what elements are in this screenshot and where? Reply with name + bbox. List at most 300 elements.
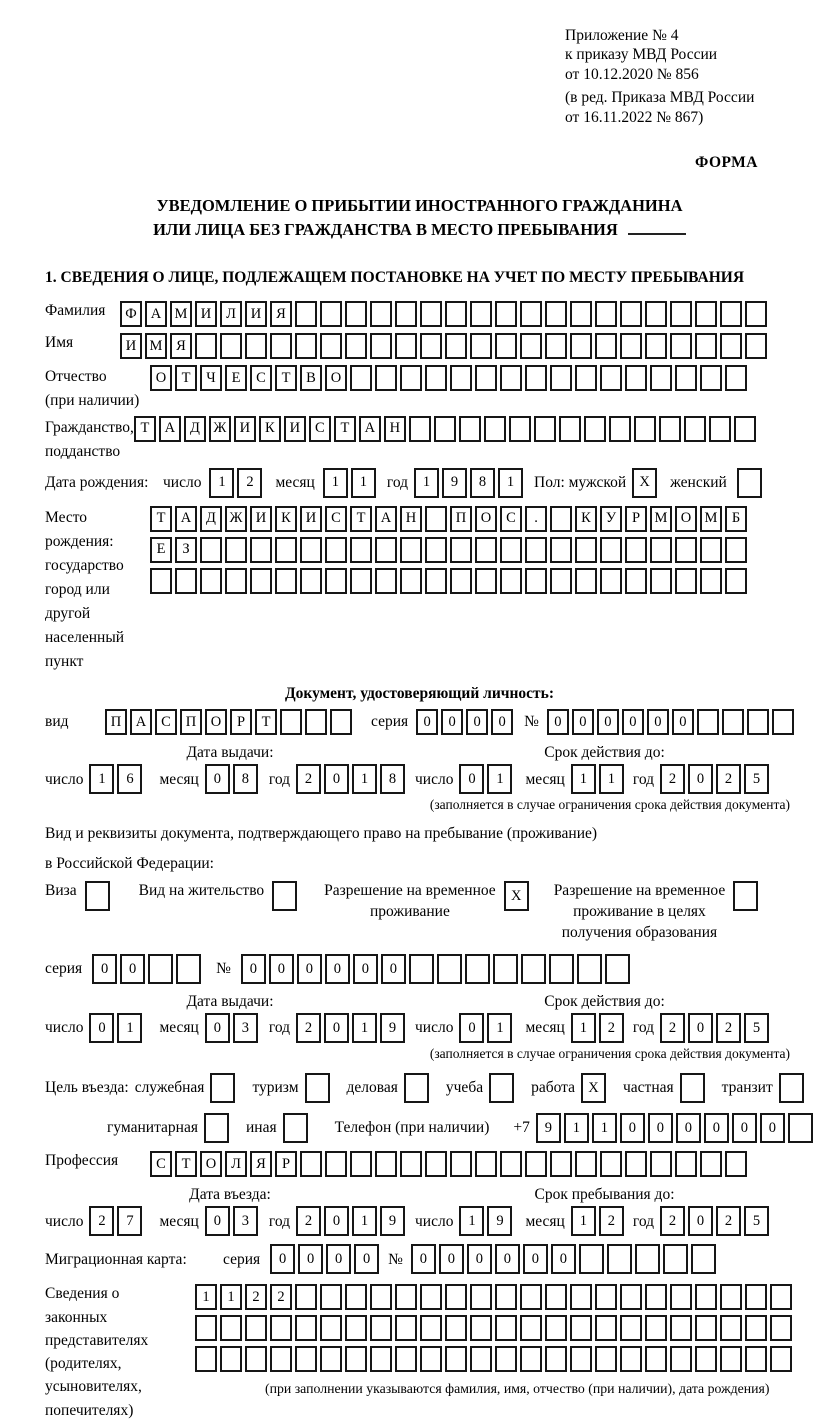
char-cell[interactable] [772,709,794,735]
citizenship-cells[interactable] [134,416,759,442]
char-cell[interactable] [700,365,722,391]
char-cell[interactable]: 1 [487,1013,512,1043]
char-cell[interactable]: . [525,506,547,532]
char-cell[interactable] [320,1315,342,1341]
char-cell[interactable] [745,301,767,327]
given-name-cells[interactable] [120,333,770,359]
char-cell[interactable]: 0 [354,1244,379,1274]
char-cell[interactable] [745,1346,767,1372]
char-cell[interactable]: 0 [495,1244,520,1274]
phone-cells[interactable] [536,1113,816,1143]
char-cell[interactable]: Н [384,416,406,442]
representatives-row-3[interactable] [195,1346,795,1372]
char-cell[interactable] [725,568,747,594]
char-cell[interactable]: О [675,506,697,532]
char-cell[interactable]: 0 [597,709,619,735]
char-cell[interactable] [595,1315,617,1341]
char-cell[interactable] [370,301,392,327]
char-cell[interactable] [148,954,173,984]
char-cell[interactable] [521,954,546,984]
char-cell[interactable]: О [150,365,172,391]
char-cell[interactable]: Л [220,301,242,327]
char-cell[interactable]: 0 [648,1113,673,1143]
char-cell[interactable]: 2 [245,1284,267,1310]
char-cell[interactable]: С [250,365,272,391]
char-cell[interactable]: У [600,506,622,532]
char-cell[interactable] [370,1284,392,1310]
char-cell[interactable]: 1 [571,764,596,794]
char-cell[interactable]: 9 [536,1113,561,1143]
char-cell[interactable] [600,365,622,391]
char-cell[interactable]: 0 [572,709,594,735]
char-cell[interactable] [684,416,706,442]
residence-number-cells[interactable] [241,954,633,984]
char-cell[interactable] [325,1151,347,1177]
char-cell[interactable]: 0 [269,954,294,984]
char-cell[interactable] [325,537,347,563]
char-cell[interactable]: 5 [744,1206,769,1236]
migration-series-cells[interactable] [270,1244,382,1274]
migration-number-cells[interactable] [411,1244,719,1274]
char-cell[interactable] [675,365,697,391]
char-cell[interactable] [470,1315,492,1341]
char-cell[interactable] [445,301,467,327]
char-cell[interactable]: 5 [744,1013,769,1043]
char-cell[interactable] [320,1284,342,1310]
char-cell[interactable] [295,1284,317,1310]
entry-year-cells[interactable] [296,1206,408,1236]
char-cell[interactable] [395,1315,417,1341]
char-cell[interactable]: 2 [716,764,741,794]
char-cell[interactable]: К [575,506,597,532]
char-cell[interactable]: И [284,416,306,442]
patronymic-cells[interactable] [150,365,750,391]
residence-permit-checkbox[interactable] [272,881,300,911]
char-cell[interactable] [420,1284,442,1310]
char-cell[interactable]: 0 [688,1206,713,1236]
char-cell[interactable] [709,416,731,442]
char-cell[interactable]: 1 [459,1206,484,1236]
birth-month-cells[interactable] [323,468,379,498]
purpose-official-checkbox[interactable] [210,1073,238,1103]
sex-female-checkbox[interactable] [737,468,765,498]
char-cell[interactable]: 0 [466,709,488,735]
residence-valid-day-cells[interactable] [459,1013,515,1043]
char-cell[interactable]: 8 [233,764,258,794]
char-cell[interactable] [720,1284,742,1310]
char-cell[interactable] [280,709,302,735]
char-cell[interactable] [625,1151,647,1177]
char-cell[interactable] [370,1346,392,1372]
char-cell[interactable] [607,1244,632,1274]
char-cell[interactable] [345,301,367,327]
char-cell[interactable] [659,416,681,442]
char-cell[interactable] [493,954,518,984]
residence-series-cells[interactable] [92,954,204,984]
doc-number-cells[interactable] [547,709,797,735]
char-cell[interactable] [400,1151,422,1177]
char-cell[interactable] [270,1315,292,1341]
char-cell[interactable]: Ж [209,416,231,442]
char-cell[interactable] [370,333,392,359]
char-cell[interactable]: 9 [380,1206,405,1236]
char-cell[interactable] [550,365,572,391]
char-cell[interactable] [150,568,172,594]
char-cell[interactable] [470,1284,492,1310]
char-cell[interactable]: 3 [233,1206,258,1236]
char-cell[interactable]: О [205,709,227,735]
residence-valid-month-cells[interactable] [571,1013,627,1043]
char-cell[interactable] [475,568,497,594]
char-cell[interactable]: 1 [414,468,439,498]
char-cell[interactable] [695,1315,717,1341]
char-cell[interactable]: О [475,506,497,532]
char-cell[interactable]: И [245,301,267,327]
char-cell[interactable]: А [375,506,397,532]
char-cell[interactable] [345,1315,367,1341]
char-cell[interactable]: 0 [297,954,322,984]
char-cell[interactable] [445,1284,467,1310]
char-cell[interactable] [747,709,769,735]
char-cell[interactable]: 0 [439,1244,464,1274]
char-cell[interactable] [500,537,522,563]
char-cell[interactable] [725,1151,747,1177]
char-cell[interactable] [675,1151,697,1177]
char-cell[interactable] [720,1315,742,1341]
char-cell[interactable] [725,537,747,563]
char-cell[interactable]: 0 [491,709,513,735]
char-cell[interactable]: 5 [744,764,769,794]
char-cell[interactable]: 0 [89,1013,114,1043]
char-cell[interactable]: 2 [660,1206,685,1236]
char-cell[interactable] [575,1151,597,1177]
char-cell[interactable] [345,1284,367,1310]
char-cell[interactable]: П [180,709,202,735]
char-cell[interactable] [395,1346,417,1372]
char-cell[interactable] [475,537,497,563]
char-cell[interactable]: А [130,709,152,735]
char-cell[interactable] [250,537,272,563]
char-cell[interactable] [420,301,442,327]
char-cell[interactable]: И [300,506,322,532]
char-cell[interactable]: 1 [117,1013,142,1043]
char-cell[interactable] [450,1151,472,1177]
char-cell[interactable]: Ф [120,301,142,327]
char-cell[interactable] [459,416,481,442]
char-cell[interactable]: О [325,365,347,391]
char-cell[interactable]: М [650,506,672,532]
char-cell[interactable] [575,365,597,391]
char-cell[interactable]: 1 [487,764,512,794]
char-cell[interactable]: А [175,506,197,532]
char-cell[interactable] [570,1346,592,1372]
char-cell[interactable]: 0 [324,764,349,794]
char-cell[interactable] [525,365,547,391]
char-cell[interactable]: 2 [599,1206,624,1236]
char-cell[interactable]: 0 [324,1013,349,1043]
char-cell[interactable] [245,1346,267,1372]
char-cell[interactable]: 1 [220,1284,242,1310]
char-cell[interactable] [409,954,434,984]
char-cell[interactable] [570,301,592,327]
char-cell[interactable] [445,333,467,359]
char-cell[interactable] [720,1346,742,1372]
char-cell[interactable] [395,301,417,327]
char-cell[interactable] [195,1346,217,1372]
char-cell[interactable] [570,1315,592,1341]
char-cell[interactable] [195,333,217,359]
char-cell[interactable]: Т [134,416,156,442]
char-cell[interactable] [484,416,506,442]
char-cell[interactable]: И [250,506,272,532]
char-cell[interactable] [734,416,756,442]
char-cell[interactable] [645,1284,667,1310]
char-cell[interactable]: К [259,416,281,442]
birth-year-cells[interactable] [414,468,526,498]
char-cell[interactable] [645,1315,667,1341]
char-cell[interactable] [375,1151,397,1177]
char-cell[interactable] [175,568,197,594]
char-cell[interactable] [320,1346,342,1372]
surname-cells[interactable] [120,301,770,327]
char-cell[interactable] [305,1073,330,1103]
char-cell[interactable]: А [159,416,181,442]
char-cell[interactable]: П [105,709,127,735]
char-cell[interactable] [695,301,717,327]
char-cell[interactable] [450,568,472,594]
char-cell[interactable]: Д [184,416,206,442]
char-cell[interactable]: Н [400,506,422,532]
char-cell[interactable] [520,1284,542,1310]
char-cell[interactable]: В [300,365,322,391]
char-cell[interactable] [525,1151,547,1177]
char-cell[interactable] [635,1244,660,1274]
char-cell[interactable]: Р [230,709,252,735]
char-cell[interactable]: 0 [704,1113,729,1143]
char-cell[interactable] [495,1284,517,1310]
char-cell[interactable] [700,568,722,594]
char-cell[interactable] [300,1151,322,1177]
char-cell[interactable] [700,1151,722,1177]
char-cell[interactable]: 1 [352,764,377,794]
char-cell[interactable]: 0 [688,1013,713,1043]
char-cell[interactable] [788,1113,813,1143]
char-cell[interactable] [475,365,497,391]
char-cell[interactable] [559,416,581,442]
char-cell[interactable] [350,1151,372,1177]
char-cell[interactable]: 1 [571,1013,596,1043]
char-cell[interactable]: 2 [237,468,262,498]
char-cell[interactable]: 0 [760,1113,785,1143]
char-cell[interactable] [425,537,447,563]
char-cell[interactable] [245,1315,267,1341]
char-cell[interactable] [545,333,567,359]
char-cell[interactable] [176,954,201,984]
char-cell[interactable] [275,568,297,594]
char-cell[interactable]: 1 [352,1206,377,1236]
char-cell[interactable] [270,333,292,359]
doc-valid-day-cells[interactable] [459,764,515,794]
representatives-row-1[interactable] [195,1284,795,1310]
char-cell[interactable] [600,1151,622,1177]
char-cell[interactable] [645,333,667,359]
char-cell[interactable] [620,1346,642,1372]
char-cell[interactable] [650,365,672,391]
char-cell[interactable] [495,1346,517,1372]
char-cell[interactable] [650,537,672,563]
char-cell[interactable] [733,881,758,911]
char-cell[interactable]: 0 [647,709,669,735]
char-cell[interactable]: Д [200,506,222,532]
char-cell[interactable] [695,1346,717,1372]
char-cell[interactable] [745,1284,767,1310]
char-cell[interactable]: 0 [732,1113,757,1143]
char-cell[interactable] [600,568,622,594]
birth-day-cells[interactable] [209,468,265,498]
char-cell[interactable] [680,1073,705,1103]
char-cell[interactable] [325,568,347,594]
char-cell[interactable]: 0 [325,954,350,984]
char-cell[interactable]: К [275,506,297,532]
char-cell[interactable] [520,1315,542,1341]
char-cell[interactable] [695,1284,717,1310]
title-blank-line[interactable] [628,219,686,235]
char-cell[interactable] [425,1151,447,1177]
char-cell[interactable] [550,506,572,532]
char-cell[interactable]: 0 [688,764,713,794]
char-cell[interactable]: 0 [620,1113,645,1143]
char-cell[interactable] [450,537,472,563]
char-cell[interactable] [584,416,606,442]
char-cell[interactable] [495,301,517,327]
char-cell[interactable]: 9 [380,1013,405,1043]
birth-place-row-2[interactable] [150,537,750,563]
char-cell[interactable] [595,333,617,359]
char-cell[interactable]: 0 [523,1244,548,1274]
char-cell[interactable] [545,301,567,327]
char-cell[interactable]: 0 [411,1244,436,1274]
char-cell[interactable] [550,1151,572,1177]
char-cell[interactable] [625,537,647,563]
char-cell[interactable]: 0 [672,709,694,735]
char-cell[interactable] [625,365,647,391]
char-cell[interactable]: Т [275,365,297,391]
char-cell[interactable] [650,568,672,594]
char-cell[interactable]: 1 [352,1013,377,1043]
char-cell[interactable] [345,333,367,359]
char-cell[interactable] [620,333,642,359]
birth-place-row-1[interactable] [150,506,750,532]
char-cell[interactable] [200,568,222,594]
char-cell[interactable] [350,365,372,391]
char-cell[interactable]: 0 [416,709,438,735]
char-cell[interactable] [645,1346,667,1372]
char-cell[interactable]: 2 [270,1284,292,1310]
char-cell[interactable]: 1 [564,1113,589,1143]
char-cell[interactable]: М [145,333,167,359]
entry-day-cells[interactable] [89,1206,145,1236]
char-cell[interactable] [85,881,110,911]
char-cell[interactable]: 3 [233,1013,258,1043]
residence-issue-year-cells[interactable] [296,1013,408,1043]
char-cell[interactable] [545,1315,567,1341]
char-cell[interactable] [425,365,447,391]
doc-valid-month-cells[interactable] [571,764,627,794]
char-cell[interactable] [465,954,490,984]
char-cell[interactable] [550,537,572,563]
char-cell[interactable]: Т [350,506,372,532]
char-cell[interactable]: 1 [195,1284,217,1310]
char-cell[interactable] [670,333,692,359]
char-cell[interactable] [420,1315,442,1341]
char-cell[interactable] [579,1244,604,1274]
char-cell[interactable] [570,333,592,359]
char-cell[interactable]: 0 [241,954,266,984]
char-cell[interactable] [200,537,222,563]
char-cell[interactable]: Л [225,1151,247,1177]
char-cell[interactable]: 2 [296,1013,321,1043]
char-cell[interactable]: 6 [117,764,142,794]
char-cell[interactable]: О [200,1151,222,1177]
char-cell[interactable]: Т [175,1151,197,1177]
temp-residence-checkbox[interactable] [504,881,532,911]
char-cell[interactable] [520,1346,542,1372]
char-cell[interactable]: С [325,506,347,532]
residence-issue-day-cells[interactable] [89,1013,145,1043]
char-cell[interactable] [220,1346,242,1372]
char-cell[interactable] [575,537,597,563]
char-cell[interactable]: 8 [380,764,405,794]
char-cell[interactable]: 2 [660,1013,685,1043]
char-cell[interactable] [577,954,602,984]
char-cell[interactable] [695,333,717,359]
char-cell[interactable] [595,1284,617,1310]
char-cell[interactable]: 8 [470,468,495,498]
char-cell[interactable] [425,506,447,532]
purpose-study-checkbox[interactable] [489,1073,517,1103]
char-cell[interactable]: 0 [205,764,230,794]
char-cell[interactable] [534,416,556,442]
char-cell[interactable] [409,416,431,442]
char-cell[interactable]: 2 [296,764,321,794]
char-cell[interactable] [350,568,372,594]
char-cell[interactable] [204,1113,229,1143]
char-cell[interactable]: X [504,881,529,911]
char-cell[interactable] [300,568,322,594]
char-cell[interactable]: Ж [225,506,247,532]
char-cell[interactable] [500,568,522,594]
doc-issue-year-cells[interactable] [296,764,408,794]
char-cell[interactable]: 1 [498,468,523,498]
char-cell[interactable] [670,1346,692,1372]
char-cell[interactable]: Т [334,416,356,442]
char-cell[interactable] [250,568,272,594]
char-cell[interactable]: 1 [89,764,114,794]
char-cell[interactable] [520,301,542,327]
char-cell[interactable]: 0 [270,1244,295,1274]
purpose-humanitarian-checkbox[interactable] [204,1113,232,1143]
char-cell[interactable] [300,537,322,563]
char-cell[interactable]: 0 [551,1244,576,1274]
temp-residence-edu-checkbox[interactable] [733,881,761,911]
stay-year-cells[interactable] [660,1206,772,1236]
char-cell[interactable] [620,1284,642,1310]
birth-place-row-3[interactable] [150,568,750,594]
char-cell[interactable] [520,333,542,359]
char-cell[interactable]: Я [250,1151,272,1177]
char-cell[interactable]: М [170,301,192,327]
char-cell[interactable]: 0 [120,954,145,984]
